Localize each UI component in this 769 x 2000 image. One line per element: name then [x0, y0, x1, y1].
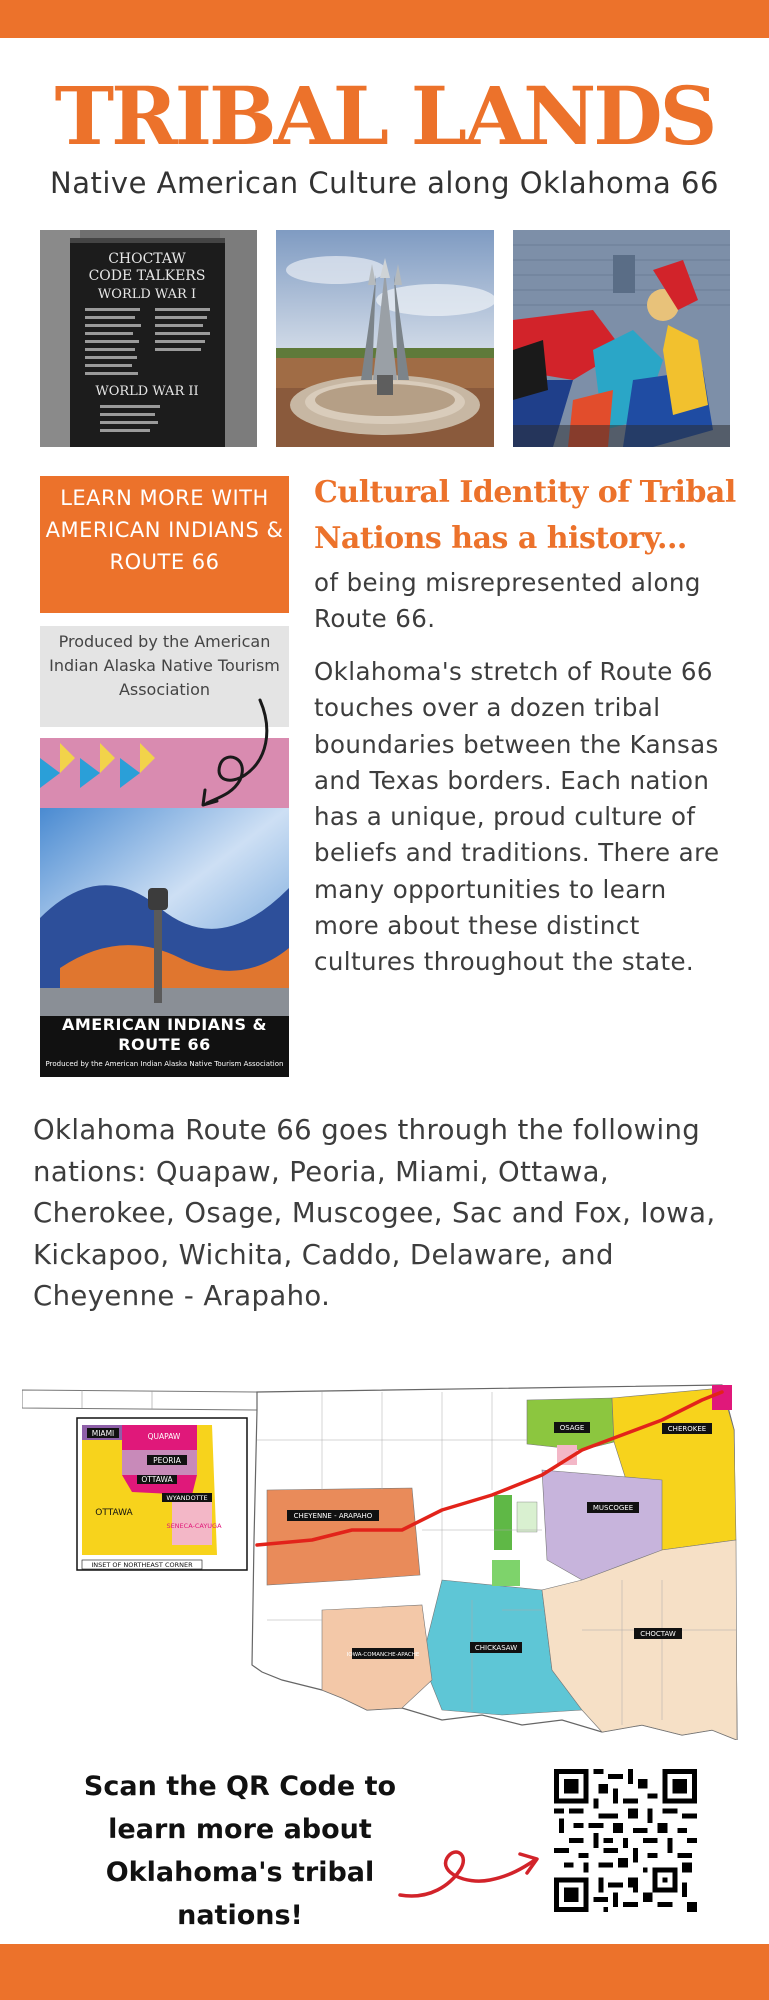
qr-call-to-action: Scan the QR Code to learn more about Oklahoma's tribal nations! [83, 1771, 397, 1931]
inset-label-ottawa-small: OTTAWA [141, 1475, 173, 1484]
book-title: AMERICAN INDIANS & ROUTE 66 [62, 1015, 267, 1054]
oklahoma-tribal-map [22, 1380, 747, 1740]
book-subtitle: Produced by the American Indian Alaska Native Tourism Association [45, 1060, 284, 1068]
qr-code[interactable] [554, 1769, 697, 1912]
inset-label-miami: MIAMI [91, 1429, 115, 1438]
map-label-cheyenne-arapaho: CHEYENNE - ARAPAHO [293, 1512, 373, 1520]
memorial-line-4: WORLD WAR II [95, 384, 199, 399]
native-dancer-mural-photo [513, 230, 730, 447]
map-label-muscogee: MUSCOGEE [592, 1504, 634, 1512]
swirl-arrow-icon [195, 695, 275, 810]
code-talkers-memorial-photo [40, 230, 257, 447]
inset-label-quapaw: QUAPAW [147, 1432, 181, 1441]
nations-list-text: Oklahoma Route 66 goes through the following nations: Quapaw, Peoria, Miami, Ottawa, Cherokee, Osage, Muscogee, Sac and Fox, Iowa, Kickapoo, Wichita, Caddo, Delaware, and Cheyenne - Arapaho. [33, 1114, 716, 1312]
map-inset [77, 1418, 247, 1570]
article-heading: Cultural Identity of Tribal Nations has a history... [314, 475, 736, 556]
map-label-osage: OSAGE [559, 1424, 585, 1432]
learn-more-banner: LEARN MORE WITH AMERICAN INDIANS & ROUTE 66 [40, 476, 289, 613]
memorial-line-2: CODE TALKERS [88, 268, 206, 284]
bottom-orange-band [0, 1944, 769, 2000]
article-body: Oklahoma's stretch of Route 66 touches over a dozen tribal boundaries between the Kansas and Texas borders. Each nation has a unique, proud culture of beliefs and traditions. There are many opportunities to learn more about these distinct cultures throughout the state. [314, 657, 720, 977]
inset-label-ottawa: OTTAWA [95, 1508, 133, 1518]
curly-arrow-icon [395, 1840, 545, 1905]
sculpture-fountain-photo [276, 230, 494, 447]
page-title: TRIBAL LANDS [54, 69, 715, 163]
produced-by-note: Produced by the American Indian Alaska Native Tourism Association [40, 626, 289, 727]
memorial-line-3: WORLD WAR I [97, 287, 197, 302]
inset-label-peoria: PEORIA [153, 1456, 181, 1465]
map-label-choctaw: CHOCTAW [640, 1630, 676, 1638]
map-label-chickasaw: CHICKASAW [474, 1644, 518, 1652]
inset-label-wyandotte: WYANDOTTE [166, 1494, 208, 1502]
memorial-line-1: CHOCTAW [108, 251, 186, 267]
article-lead: of being misrepresented along Route 66. [314, 568, 701, 633]
map-label-iowa-comanche-apache: IOWA-COMANCHE-APACHE [346, 1652, 420, 1658]
page-subtitle: Native American Culture along Oklahoma 66 [50, 166, 719, 200]
top-orange-band [0, 0, 769, 38]
inset-label-seneca-cayuga: SENECA-CAYUGA [166, 1522, 222, 1530]
inset-caption: INSET OF NORTHEAST CORNER [91, 1561, 193, 1569]
map-label-cherokee: CHEROKEE [667, 1425, 707, 1433]
